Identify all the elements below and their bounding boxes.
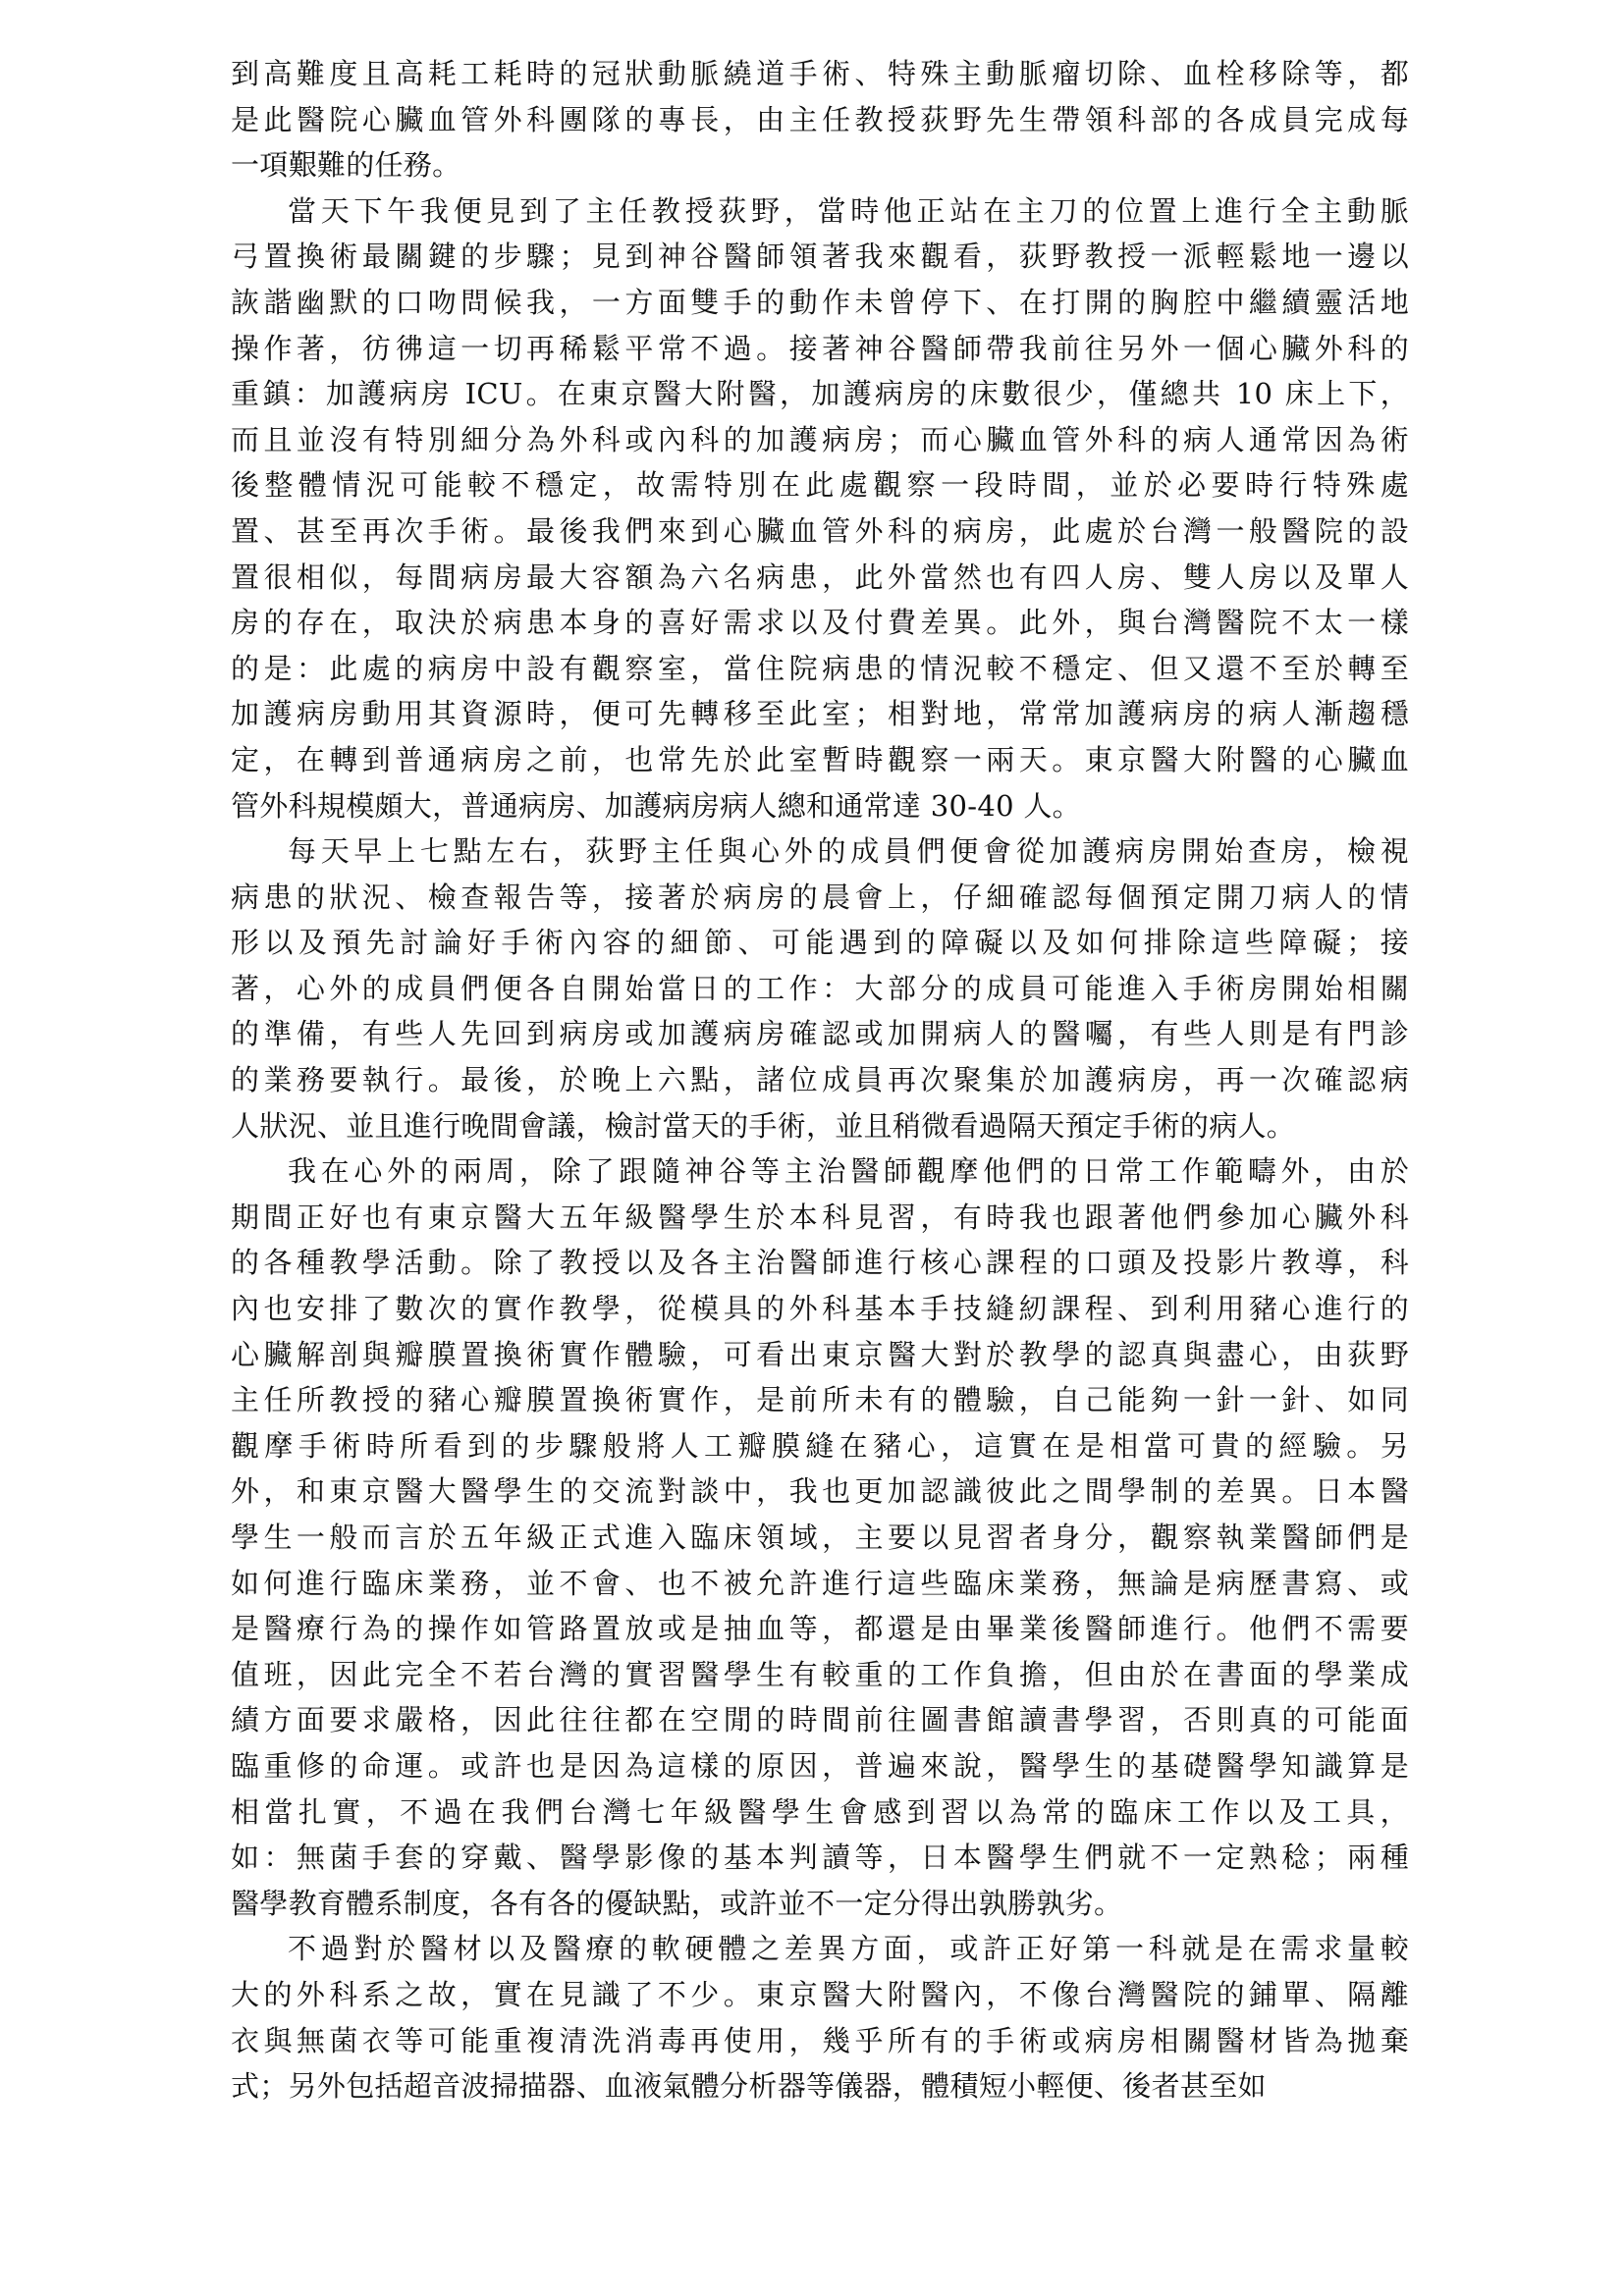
text-line: 管外科規模頗大，普通病房、加護病房病人總和通常達 30-40 人。 xyxy=(231,788,1081,823)
text-line: 當天下午我便見到了主任教授荻野，當時他正站在主刀的位置上進行全主動脈 xyxy=(288,193,1409,228)
text-line: 外，和東京醫大醫學生的交流對談中，我也更加認識彼此之間學制的差異。日本醫 xyxy=(231,1474,1409,1509)
text-line: 衣與無菌衣等可能重複清洗消毒再使用，幾乎所有的手術或病房相關醫材皆為拋棄 xyxy=(231,2023,1409,2057)
text-line: 是此醫院心臟血管外科團隊的專長，由主任教授荻野先生帶領科部的各成員完成每 xyxy=(231,102,1409,136)
paragraph xyxy=(231,51,1409,188)
paragraph xyxy=(231,188,1409,828)
text-line: 操作著，彷彿這一切再稀鬆平常不過。接著神谷醫師帶我前往另外一個心臟外科的 xyxy=(231,331,1409,365)
text-line: 人狀況、並且進行晚間會議，檢討當天的手術，並且稍微看過隔天預定手術的病人。 xyxy=(231,1108,1296,1143)
document-body xyxy=(231,51,1409,2109)
text-line: 臨重修的命運。或許也是因為這樣的原因，普遍來說，醫學生的基礎醫學知識算是 xyxy=(231,1748,1409,1783)
text-line: 大的外科系之故，實在見識了不少。東京醫大附醫內，不像台灣醫院的鋪單、隔離 xyxy=(231,1977,1409,2011)
text-line: 的各種教學活動。除了教授以及各主治醫師進行核心課程的口頭及投影片教導，科 xyxy=(231,1246,1409,1280)
text-line: 相當扎實，不過在我們台灣七年級醫學生會感到習以為常的臨床工作以及工具， xyxy=(231,1794,1409,1829)
text-line: 重鎮：加護病房 ICU。在東京醫大附醫，加護病房的床數很少，僅總共 10 床上下， xyxy=(231,377,1409,411)
text-line: 主任所教授的豬心瓣膜置換術實作，是前所未有的體驗，自己能夠一針一針、如同 xyxy=(231,1383,1409,1417)
text-line: 式；另外包括超音波掃描器、血液氣體分析器等儀器，體積短小輕便、後者甚至如 xyxy=(231,2069,1267,2104)
text-line: 一項艱難的任務。 xyxy=(231,148,461,183)
text-line: 詼諧幽默的口吻問候我，一方面雙手的動作未曾停下、在打開的胸腔中繼續靈活地 xyxy=(231,285,1409,319)
text-line: 形以及預先討論好手術內容的細節、可能遇到的障礙以及如何排除這些障礙；接 xyxy=(231,926,1409,960)
text-line: 加護病房動用其資源時，便可先轉移至此室；相對地，常常加護病房的病人漸趨穩 xyxy=(231,697,1409,731)
text-line: 學生一般而言於五年級正式進入臨床領域，主要以見習者身分，觀察執業醫師們是 xyxy=(231,1521,1409,1554)
text-line: 期間正好也有東京醫大五年級醫學生於本科見習，有時我也跟著他們參加心臟外科 xyxy=(231,1200,1409,1234)
text-line: 定，在轉到普通病房之前，也常先於此室暫時觀察一兩天。東京醫大附醫的心臟血 xyxy=(231,742,1409,776)
text-line: 置很相似，每間病房最大容額為六名病患，此外當然也有四人房、雙人房以及單人 xyxy=(231,560,1409,594)
text-line: 內也安排了數次的實作教學，從模具的外科基本手技縫紉課程、到利用豬心進行的 xyxy=(231,1292,1409,1326)
text-line: 房的存在，取決於病患本身的喜好需求以及付費差異。此外，與台灣醫院不太一樣 xyxy=(231,606,1409,640)
text-line: 醫學教育體系制度，各有各的優缺點，或許並不一定分得出孰勝孰劣。 xyxy=(231,1886,1123,1920)
text-line: 病患的狀況、檢查報告等，接著於病房的晨會上，仔細確認每個預定開刀病人的情 xyxy=(231,880,1409,914)
text-line: 我在心外的兩周，除了跟隨神谷等主治醫師觀摩他們的日常工作範疇外，由於 xyxy=(288,1154,1409,1189)
text-line: 是醫療行為的操作如管路置放或是抽血等，都還是由畢業後醫師進行。他們不需要 xyxy=(231,1612,1409,1646)
paragraph xyxy=(231,828,1409,1148)
text-line: 每天早上七點左右，荻野主任與心外的成員們便會從加護病房開始查房，檢視 xyxy=(288,834,1409,869)
text-line: 值班，因此完全不若台灣的實習醫學生有較重的工作負擔，但由於在書面的學業成 xyxy=(231,1657,1409,1691)
text-line: 而且並沒有特別細分為外科或內科的加護病房；而心臟血管外科的病人通常因為術 xyxy=(231,422,1409,456)
text-line: 觀摩手術時所看到的步驟般將人工瓣膜縫在豬心，這實在是相當可貴的經驗。另 xyxy=(231,1428,1409,1463)
text-line: 如何進行臨床業務，並不會、也不被允許進行這些臨床業務，無論是病歷書寫、或 xyxy=(231,1566,1409,1600)
paragraph xyxy=(231,1926,1409,2109)
text-line: 心臟解剖與瓣膜置換術實作體驗，可看出東京醫大對於教學的認真與盡心，由荻野 xyxy=(231,1337,1409,1371)
text-line: 的準備，有些人先回到病房或加護病房確認或加開病人的醫囑，有些人則是有門診 xyxy=(231,1017,1409,1051)
text-line: 不過對於醫材以及醫療的軟硬體之差異方面，或許正好第一科就是在需求量較 xyxy=(288,1932,1409,1966)
text-line: 到高難度且高耗工耗時的冠狀動脈繞道手術、特殊主動脈瘤切除、血栓移除等，都 xyxy=(231,57,1409,90)
text-line: 置、甚至再次手術。最後我們來到心臟血管外科的病房，此處於台灣一般醫院的設 xyxy=(231,513,1409,548)
text-line: 如：無菌手套的穿戴、醫學影像的基本判讀等，日本醫學生們就不一定熟稔；兩種 xyxy=(231,1841,1409,1875)
paragraph xyxy=(231,1148,1409,1926)
text-line: 後整體情況可能較不穩定，故需特別在此處觀察一段時間，並於必要時行特殊處 xyxy=(231,468,1409,503)
text-line: 的是：此處的病房中設有觀察室，當住院病患的情況較不穩定、但又還不至於轉至 xyxy=(231,651,1409,685)
text-line: 績方面要求嚴格，因此往往都在空閒的時間前往圖書館讀書學習，否則真的可能面 xyxy=(231,1703,1409,1737)
text-line: 的業務要執行。最後，於晚上六點，諸位成員再次聚集於加護病房，再一次確認病 xyxy=(231,1063,1409,1097)
text-line: 弓置換術最關鍵的步驟；見到神谷醫師領著我來觀看，荻野教授一派輕鬆地一邊以 xyxy=(231,240,1409,274)
text-line: 著，心外的成員們便各自開始當日的工作：大部分的成員可能進入手術房開始相關 xyxy=(231,971,1409,1005)
